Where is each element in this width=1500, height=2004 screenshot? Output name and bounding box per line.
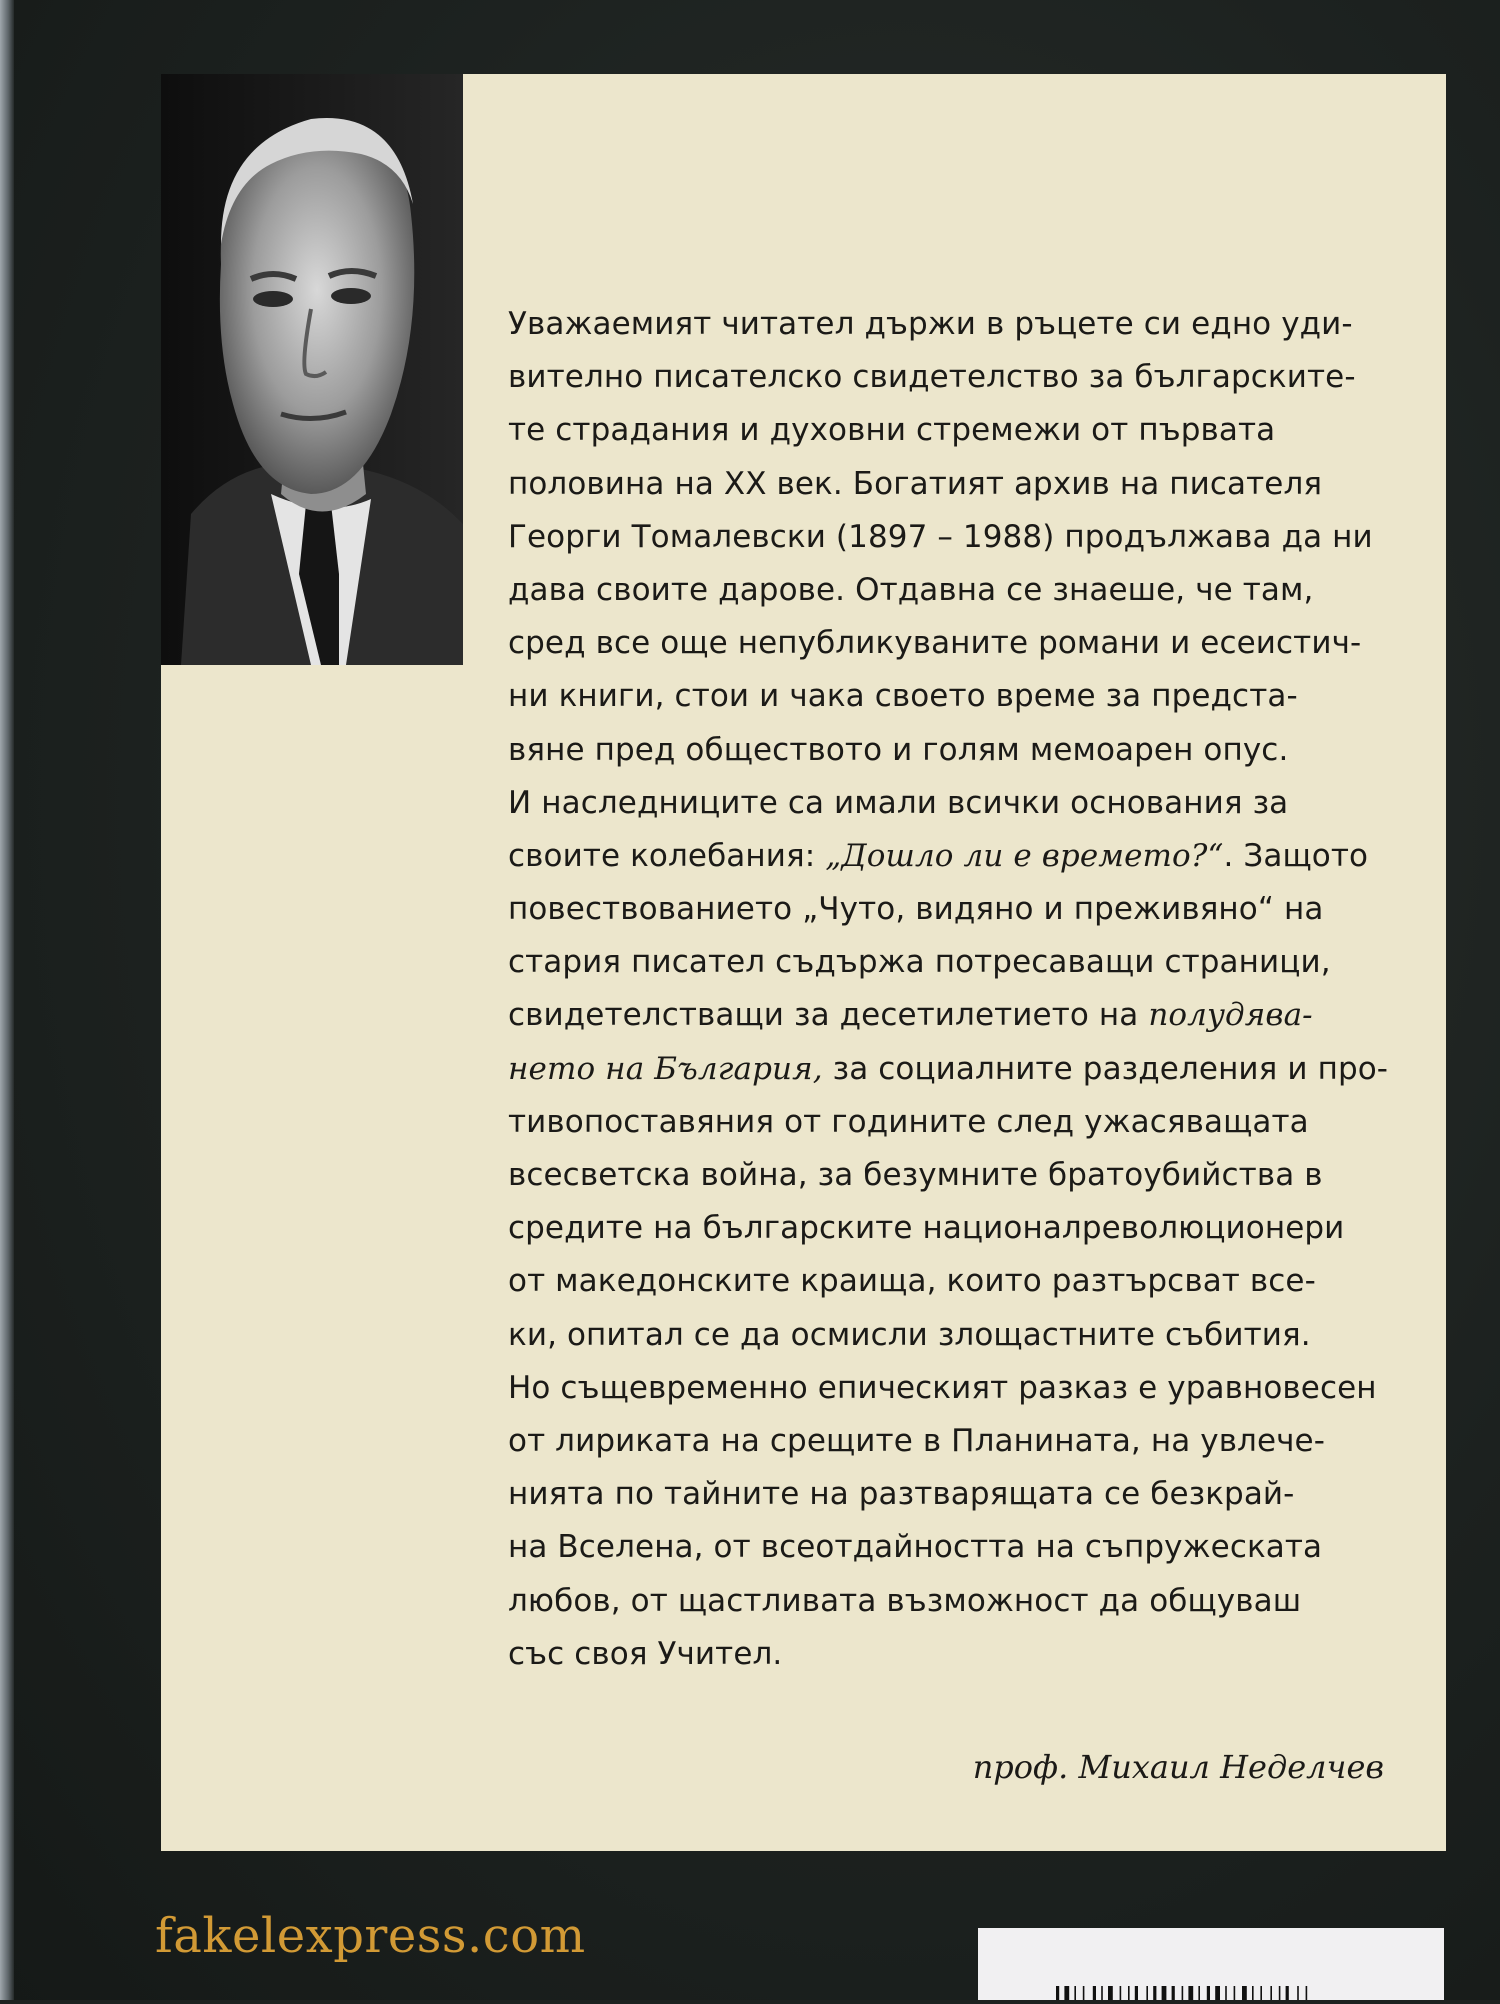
barcode-bar [1270, 1986, 1272, 2000]
barcode-icon [978, 1928, 1444, 2000]
barcode-bar [1182, 1986, 1184, 2000]
blurb-line: половина на ХХ век. Богатият архив на писателя [508, 465, 1323, 502]
blurb-italic-quote: „Дошло ли е времето?“ [825, 837, 1224, 874]
barcode-bar [1306, 1986, 1308, 2000]
blurb-line: от лириката на срещите в Планината, на увлече- [508, 1422, 1326, 1459]
blurb-line: вително писателско свидетелство за българските- [508, 359, 1356, 396]
blurb-line: със своя Учител. [508, 1635, 783, 1672]
blurb-line: на Вселена, от всеотдайността на съпружеската [508, 1529, 1323, 1566]
blurb-line: от македонските краища, които разтърсват все- [508, 1263, 1316, 1300]
blurb-italic-phrase: полудява- [1148, 997, 1313, 1034]
blurb-line-mixed [508, 1043, 1403, 1096]
blurb-line: ни книги, стои и чака своето време за предста- [508, 678, 1298, 715]
blurb-line: повествованието „Чуто, видяно и преживяно“ на [508, 891, 1324, 928]
author-photo [161, 74, 463, 665]
barcode-bar [1108, 1986, 1113, 2000]
barcode-bar [1260, 1986, 1262, 2000]
author-portrait [161, 74, 463, 665]
publisher-website: fakelexpress.com [155, 1908, 586, 1964]
barcode-bar [1215, 1986, 1220, 2000]
blurb-line: Но същевременно епическият разказ е уравновесен [508, 1369, 1377, 1406]
blurb-text: . Защото [1223, 837, 1369, 874]
blurb-line: ки, опитал се да осмисли злощастните събития. [508, 1316, 1311, 1353]
barcode-bar [1083, 1986, 1085, 2000]
blurb-line: средите на българските националреволюционери [508, 1210, 1345, 1247]
barcode-bar [1286, 1986, 1289, 2000]
barcode-bar [1120, 1986, 1122, 2000]
barcode-bar [1064, 1986, 1069, 2000]
barcode [978, 1928, 1444, 2000]
blurb-text: свидетелстващи за десетилетието на [508, 997, 1149, 1034]
blurb-line: всесветска война, за безумните братоубийства в [508, 1157, 1323, 1193]
barcode-bar [1234, 1986, 1236, 2000]
blurb-line: тивопоставяния от годините след ужасяващата [508, 1103, 1309, 1140]
barcode-bar [1056, 1986, 1059, 2000]
blurb-text: своите колебания: [508, 837, 826, 874]
barcode-bar [1198, 1986, 1200, 2000]
blurb-line: дава своите дарове. Отдавна се знаеше, че там, [508, 571, 1314, 608]
blurb-line: И наследниците са имали всички основания за [508, 784, 1289, 821]
barcode-bar [1135, 1986, 1138, 2000]
blurb-line: сред все още непубликуваните романи и есеистич- [508, 625, 1362, 662]
blurb-signature: проф. Михаил Неделчев [972, 1748, 1384, 1786]
barcode-bar [1297, 1986, 1299, 2000]
blurb-line-mixed [508, 830, 1403, 883]
barcode-bar [1252, 1986, 1254, 2000]
blurb-line: Уважаемият читател държи в ръцете си едно уди- [508, 306, 1353, 342]
barcode-bar [1146, 1986, 1148, 2000]
barcode-bar [1242, 1986, 1247, 2000]
blurb-italic-phrase: нето на България, [508, 1050, 823, 1087]
blurb-line-mixed [508, 989, 1403, 1042]
barcode-bar [1101, 1986, 1103, 2000]
barcode-bar [1172, 1986, 1175, 2000]
barcode-bar [1093, 1986, 1096, 2000]
blurb-line: нията по тайните на разтварящата се безкрай- [508, 1476, 1295, 1513]
book-blurb [508, 298, 1403, 1681]
blurb-line: вяне пред обществото и голям мемоарен опус. [508, 731, 1289, 768]
blurb-line: стария писател съдържа потресаващи страници, [508, 944, 1331, 981]
barcode-bar [1207, 1986, 1210, 2000]
barcode-bar [1279, 1986, 1281, 2000]
barcode-bar [1153, 1986, 1156, 2000]
blurb-line: любов, от щастливата възможност да общуваш [508, 1582, 1302, 1619]
cover-edge-strip [0, 0, 14, 2000]
barcode-bar [1074, 1986, 1076, 2000]
blurb-text: за социалните разделения и про- [822, 1050, 1389, 1087]
barcode-bar [1162, 1986, 1167, 2000]
blurb-line: Георги Томалевски (1897 – 1988) продължава да ни [508, 518, 1373, 555]
barcode-bar [1225, 1986, 1227, 2000]
barcode-bar [1128, 1986, 1130, 2000]
barcode-bar [1188, 1986, 1193, 2000]
blurb-line: те страдания и духовни стремежи от първата [508, 412, 1276, 449]
